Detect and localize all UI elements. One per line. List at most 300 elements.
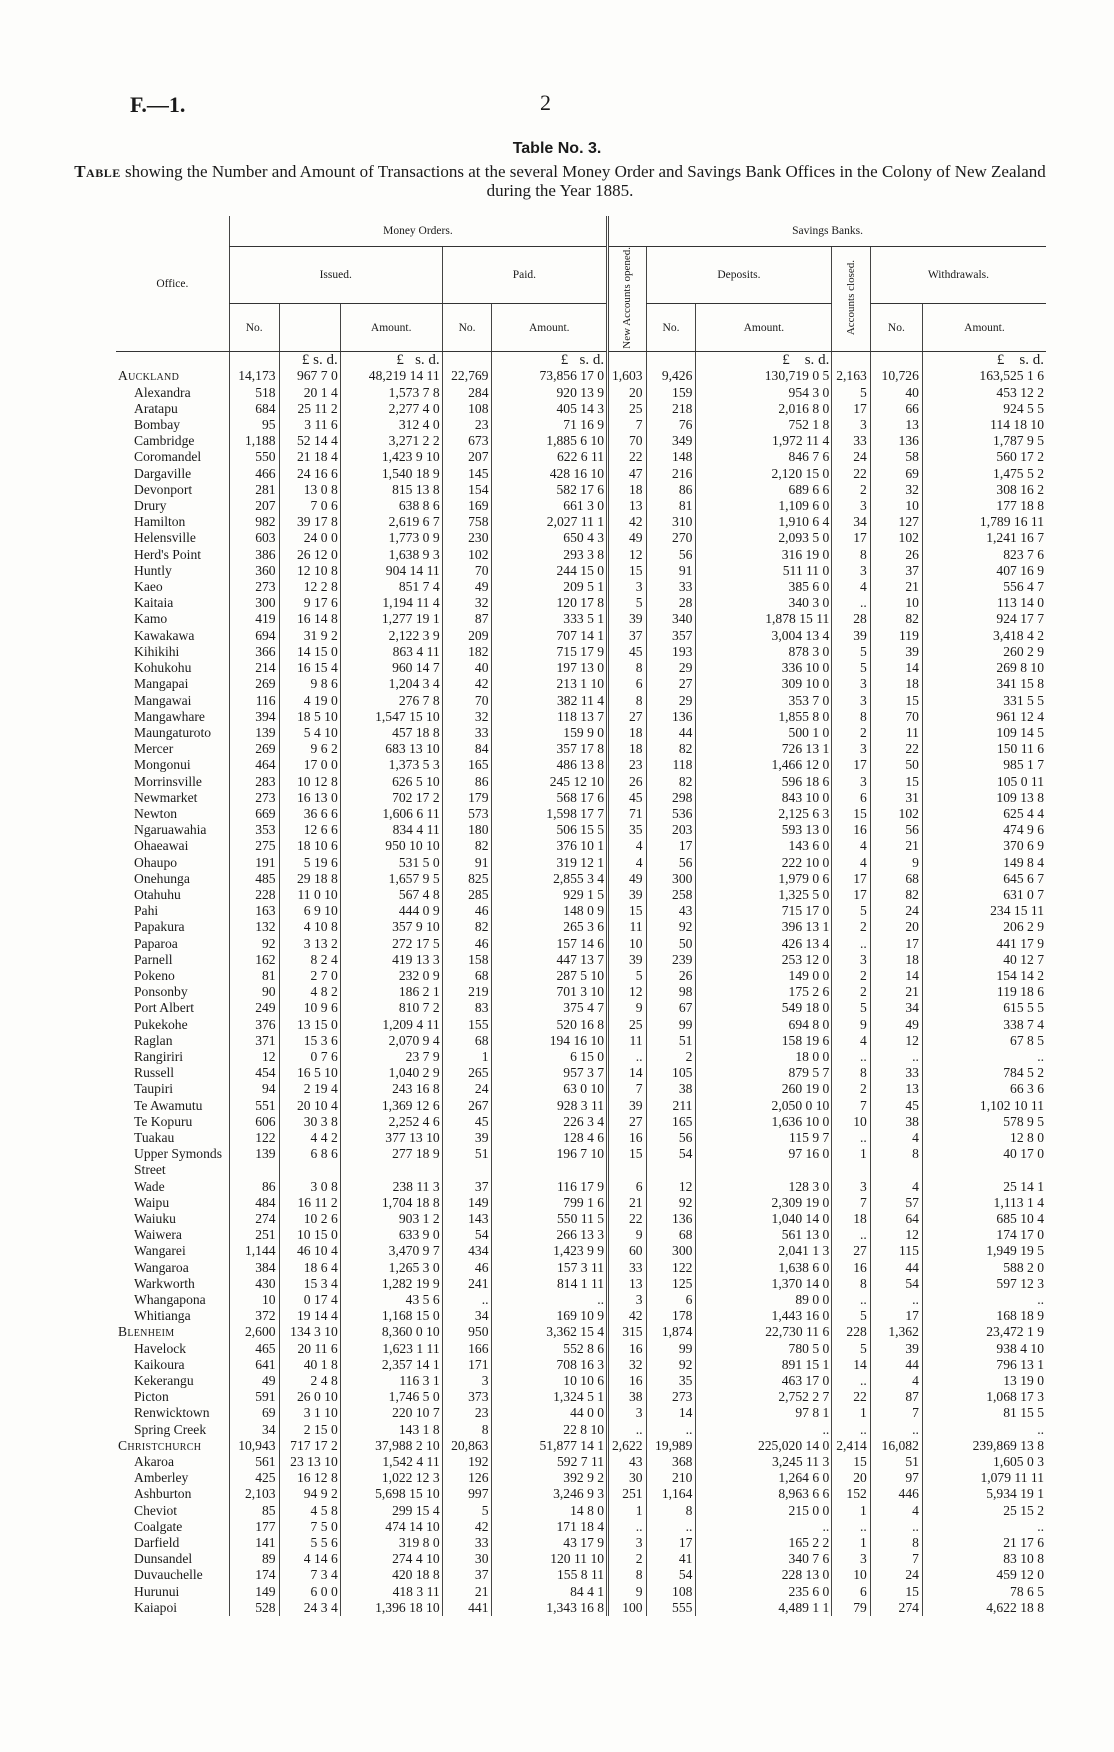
- paid-amount: 1,598 17 7: [492, 806, 608, 822]
- issued-number: 465: [229, 1341, 279, 1357]
- new-accounts: 18: [608, 482, 647, 498]
- paid-amount: 920 13 9: [492, 385, 608, 401]
- deposits-number: 2: [646, 1049, 696, 1065]
- deposits-amount: 1,855 8 0: [696, 709, 832, 725]
- office-name: Waiuku: [134, 1211, 176, 1226]
- issued-commission: 3 11 6: [279, 417, 340, 433]
- issued-amount: [340, 1162, 442, 1178]
- deposits-number: 8: [646, 1503, 696, 1519]
- issued-amount: 834 4 11: [340, 822, 442, 838]
- paid-number: 23: [442, 1405, 492, 1421]
- new-accounts: 32: [608, 1357, 647, 1373]
- table-row: [116, 1114, 1046, 1130]
- deposits-amount: [696, 1162, 832, 1178]
- office-header: Office.: [116, 216, 229, 352]
- new-accounts: 35: [608, 822, 647, 838]
- deposits-amount: 385 6 0: [696, 579, 832, 595]
- office-name: Coromandel: [134, 449, 202, 465]
- deposits-number: 44: [646, 725, 696, 741]
- issued-number: 149: [229, 1584, 279, 1600]
- issued-commission: 21 18 4: [279, 449, 340, 465]
- withdrawals-amount: 308 16 2: [922, 482, 1046, 498]
- paid-number: 30: [442, 1551, 492, 1567]
- accounts-closed: 1: [832, 1503, 871, 1519]
- table-row: [116, 790, 1046, 806]
- deposits-amount: 8,963 6 6: [696, 1486, 832, 1502]
- unit-label: £ s. d.: [492, 352, 608, 369]
- accounts-closed: 17: [832, 887, 871, 903]
- issued-number: 366: [229, 644, 279, 660]
- paid-number: 155: [442, 1017, 492, 1033]
- issued-amount: 274 4 10: [340, 1551, 442, 1567]
- issued-number: 251: [229, 1227, 279, 1243]
- paid-amount: 520 16 8: [492, 1017, 608, 1033]
- withdrawals-amount: 1,102 10 11: [922, 1098, 1046, 1114]
- issued-amount: 3,271 2 2: [340, 433, 442, 449]
- table-row: [116, 936, 1046, 952]
- issued-commission: 7 0 6: [279, 498, 340, 514]
- issued-amount: 420 18 8: [340, 1567, 442, 1583]
- withdrawals-amount: 150 11 6: [922, 741, 1046, 757]
- withdrawals-amount: 119 18 6: [922, 984, 1046, 1000]
- issued-amount: 1,638 9 3: [340, 547, 442, 563]
- table-row: [116, 822, 1046, 838]
- withdrawals-amount: 341 15 8: [922, 676, 1046, 692]
- withdrawals-amount: 938 4 10: [922, 1341, 1046, 1357]
- issued-number: 89: [229, 1551, 279, 1567]
- table-row: [116, 1357, 1046, 1373]
- accounts-closed: 2: [832, 919, 871, 935]
- issued-commission: 4 4 2: [279, 1130, 340, 1146]
- withdrawals-number: 1,362: [870, 1324, 922, 1340]
- deposits-amount: 222 10 0: [696, 855, 832, 871]
- issued-commission: 9 6 2: [279, 741, 340, 757]
- issued-commission: 9 8 6: [279, 676, 340, 692]
- accounts-closed: 228: [832, 1324, 871, 1340]
- office-name: Renwicktown: [134, 1405, 210, 1421]
- office-name: Mangapai: [134, 676, 189, 692]
- new-accounts: 42: [608, 1308, 647, 1324]
- table-row: [116, 498, 1046, 514]
- accounts-closed: 8: [832, 1065, 871, 1081]
- new-accounts: 4: [608, 855, 647, 871]
- accounts-closed: 2: [832, 984, 871, 1000]
- table-row: [116, 1033, 1046, 1049]
- office-name: Pokeno: [134, 967, 175, 983]
- office-name: Coalgate: [134, 1518, 183, 1534]
- withdrawals-amount: ..: [922, 1422, 1046, 1438]
- paid-number: 573: [442, 806, 492, 822]
- new-accounts: 43: [608, 1454, 647, 1470]
- table-row: [116, 1308, 1046, 1324]
- issued-header: Issued.: [229, 246, 442, 304]
- new-accounts: 14: [608, 1065, 647, 1081]
- office-name: Auckland: [118, 368, 180, 384]
- withdrawals-number: 32: [870, 482, 922, 498]
- withdrawals-number: 7: [870, 1551, 922, 1567]
- issued-commission: 0 7 6: [279, 1049, 340, 1065]
- accounts-closed: 17: [832, 871, 871, 887]
- accounts-closed: 16: [832, 822, 871, 838]
- issued-commission: 10 2 6: [279, 1211, 340, 1227]
- paid-number: 758: [442, 514, 492, 530]
- paid-amount: 209 5 1: [492, 579, 608, 595]
- new-accounts: 100: [608, 1600, 647, 1616]
- issued-number: 2,600: [229, 1324, 279, 1340]
- new-accounts: 3: [608, 579, 647, 595]
- paid-amount: 3,246 9 3: [492, 1486, 608, 1502]
- issued-amount: 2,122 3 9: [340, 628, 442, 644]
- paid-number: 165: [442, 757, 492, 773]
- table-subtitle: [70, 162, 1050, 200]
- deposits-amount: 225,020 14 0: [696, 1438, 832, 1454]
- accounts-closed: ..: [832, 1292, 871, 1308]
- issued-commission: 6 9 10: [279, 903, 340, 919]
- issued-number: 561: [229, 1454, 279, 1470]
- issued-number: 69: [229, 1405, 279, 1421]
- withdrawals-number: 119: [870, 628, 922, 644]
- new-accounts: 5: [608, 595, 647, 611]
- table-row: [116, 449, 1046, 465]
- savings-banks-header: Savings Banks.: [608, 216, 1046, 246]
- office-name: Kamo: [134, 611, 168, 627]
- table-row: [116, 1373, 1046, 1389]
- issued-commission: 967 7 0: [279, 368, 340, 384]
- withdrawals-number: 4: [870, 1130, 922, 1146]
- new-accounts: 39: [608, 611, 647, 627]
- table-row: [116, 1584, 1046, 1600]
- office-name: Spring Creek: [134, 1421, 207, 1437]
- table-row: [116, 595, 1046, 611]
- deposits-number: 56: [646, 855, 696, 871]
- issued-number: 273: [229, 579, 279, 595]
- withdrawals-amount: 370 6 9: [922, 838, 1046, 854]
- accounts-closed: 3: [832, 952, 871, 968]
- table-row: [116, 1000, 1046, 1016]
- issued-number: 684: [229, 401, 279, 417]
- deposits-amount: 1,466 12 0: [696, 757, 832, 773]
- issued-number: 81: [229, 968, 279, 984]
- unit-label: £ s. d.: [340, 352, 442, 369]
- new-accounts: 4: [608, 838, 647, 854]
- paid-number: 68: [442, 968, 492, 984]
- issued-number: 454: [229, 1065, 279, 1081]
- issued-amount: 2,252 4 6: [340, 1114, 442, 1130]
- issued-commission: 10 15 0: [279, 1227, 340, 1243]
- deposits-number: 41: [646, 1551, 696, 1567]
- issued-commission: 6 0 0: [279, 1584, 340, 1600]
- paid-amount-header: Amount.: [492, 304, 608, 352]
- table-row: [116, 903, 1046, 919]
- withdrawals-amount: 177 18 8: [922, 498, 1046, 514]
- issued-number: 283: [229, 774, 279, 790]
- deposits-number: ..: [646, 1519, 696, 1535]
- table-row: [116, 1486, 1046, 1502]
- paid-number: 46: [442, 1260, 492, 1276]
- withdrawals-header: Withdrawals.: [870, 246, 1046, 304]
- paid-number: 285: [442, 887, 492, 903]
- new-accounts: 27: [608, 1114, 647, 1130]
- issued-amount: 299 15 4: [340, 1503, 442, 1519]
- deposits-number: 368: [646, 1454, 696, 1470]
- paid-number: 154: [442, 482, 492, 498]
- withdrawals-amount: 588 2 0: [922, 1260, 1046, 1276]
- withdrawals-number: 39: [870, 1341, 922, 1357]
- issued-commission: 12 10 8: [279, 563, 340, 579]
- issued-number: 14,173: [229, 368, 279, 384]
- paid-amount: 2,855 3 4: [492, 871, 608, 887]
- paid-number: 34: [442, 1308, 492, 1324]
- new-accounts-header: New Accounts opened.: [608, 246, 647, 352]
- table-row: [116, 1292, 1046, 1308]
- money-orders-header: Money Orders.: [229, 216, 607, 246]
- office-name: Otahuhu: [134, 886, 181, 902]
- deposits-amount: 143 6 0: [696, 838, 832, 854]
- table-row: [116, 385, 1046, 401]
- withdrawals-amount: ..: [922, 1292, 1046, 1308]
- withdrawals-amount: 13 19 0: [922, 1373, 1046, 1389]
- paid-amount: 293 3 8: [492, 547, 608, 563]
- withdrawals-amount: 269 8 10: [922, 660, 1046, 676]
- office-name: Cambridge: [134, 433, 195, 449]
- deposits-number: 300: [646, 871, 696, 887]
- accounts-closed: 10: [832, 1114, 871, 1130]
- paid-amount: 213 1 10: [492, 676, 608, 692]
- new-accounts: 30: [608, 1470, 647, 1486]
- withdrawals-amount: 685 10 4: [922, 1211, 1046, 1227]
- deposits-number: 357: [646, 628, 696, 644]
- withdrawals-number: 56: [870, 822, 922, 838]
- withdrawals-amount: 459 12 0: [922, 1567, 1046, 1583]
- office-name: Waiwera: [134, 1227, 182, 1243]
- table-row: [116, 1422, 1046, 1438]
- paid-amount: 120 17 8: [492, 595, 608, 611]
- new-accounts: 9: [608, 1227, 647, 1243]
- issued-commission: 16 15 4: [279, 660, 340, 676]
- issued-commission: 13 15 0: [279, 1017, 340, 1033]
- deposits-amount: 260 19 0: [696, 1081, 832, 1097]
- table-title: Table No. 3.: [512, 140, 602, 157]
- table-row: [116, 368, 1046, 384]
- accounts-closed: 27: [832, 1243, 871, 1259]
- issued-commission: 4 8 2: [279, 984, 340, 1000]
- issued-number: 163: [229, 903, 279, 919]
- withdrawals-number: 102: [870, 530, 922, 546]
- new-accounts: 22: [608, 1211, 647, 1227]
- withdrawals-number: 10,726: [870, 368, 922, 384]
- office-name: Onehunga: [134, 870, 190, 886]
- office-name: Morrinsville: [134, 773, 202, 789]
- new-accounts: 13: [608, 1276, 647, 1292]
- office-name: Mercer: [134, 741, 174, 757]
- accounts-closed-header: Accounts closed.: [832, 246, 871, 352]
- issued-amount: 220 10 7: [340, 1405, 442, 1421]
- withdrawals-number: 115: [870, 1243, 922, 1259]
- paid-amount: 226 3 4: [492, 1114, 608, 1130]
- issued-amount: 2,070 9 4: [340, 1033, 442, 1049]
- accounts-closed: 17: [832, 757, 871, 773]
- office-name: Dargaville: [134, 465, 192, 481]
- accounts-closed: 22: [832, 1389, 871, 1405]
- issued-number: 34: [229, 1422, 279, 1438]
- issued-no-header: No.: [229, 304, 279, 352]
- new-accounts: 45: [608, 644, 647, 660]
- table-row: [116, 1260, 1046, 1276]
- paid-number: 32: [442, 595, 492, 611]
- withdrawals-number: 58: [870, 449, 922, 465]
- deposits-amount: 511 11 0: [696, 563, 832, 579]
- new-accounts: 20: [608, 385, 647, 401]
- paid-amount: 715 17 9: [492, 644, 608, 660]
- paid-amount: 1,885 6 10: [492, 433, 608, 449]
- office-name: Alexandra: [134, 384, 191, 400]
- withdrawals-amount: 149 8 4: [922, 855, 1046, 871]
- issued-number: 92: [229, 936, 279, 952]
- withdrawals-amount: 453 12 2: [922, 385, 1046, 401]
- withdrawals-amount: 1,475 5 2: [922, 466, 1046, 482]
- paid-amount: 244 15 0: [492, 563, 608, 579]
- issued-commission: 717 17 2: [279, 1438, 340, 1454]
- accounts-closed: 5: [832, 644, 871, 660]
- issued-number: 275: [229, 838, 279, 854]
- issued-commission: 20 1 4: [279, 385, 340, 401]
- withdrawals-number: 64: [870, 1211, 922, 1227]
- paid-amount: 245 12 10: [492, 774, 608, 790]
- issued-number: 174: [229, 1567, 279, 1583]
- issued-commission: 12 2 8: [279, 579, 340, 595]
- withdrawals-amount: [922, 1162, 1046, 1178]
- issued-number: 139: [229, 725, 279, 741]
- deposits-amount: 158 19 6: [696, 1033, 832, 1049]
- paid-amount: 63 0 10: [492, 1081, 608, 1097]
- new-accounts: 1,603: [608, 368, 647, 384]
- unit-label: £ s. d.: [279, 352, 340, 369]
- unit-row: [116, 352, 1046, 369]
- issued-amount: 1,022 12 3: [340, 1470, 442, 1486]
- withdrawals-number: 16,082: [870, 1438, 922, 1454]
- office-name: Hurunui: [134, 1583, 180, 1599]
- deposits-number: 51: [646, 1033, 696, 1049]
- deposits-amount: 780 5 0: [696, 1341, 832, 1357]
- table-row: [116, 563, 1046, 579]
- issued-commission: 15 3 4: [279, 1276, 340, 1292]
- paid-amount: 929 1 5: [492, 887, 608, 903]
- accounts-closed: 28: [832, 611, 871, 627]
- withdrawals-number: 26: [870, 547, 922, 563]
- office-name: Christchurch: [118, 1437, 202, 1453]
- withdrawals-amount: 597 12 3: [922, 1276, 1046, 1292]
- withdrawals-number: 102: [870, 806, 922, 822]
- deposits-header: Deposits.: [646, 246, 832, 304]
- issued-amount: 1,573 7 8: [340, 385, 442, 401]
- deposits-amount: 340 3 0: [696, 595, 832, 611]
- office-name: Kekerangu: [134, 1373, 194, 1389]
- paid-number: 1: [442, 1049, 492, 1065]
- withdrawals-amount: 474 9 6: [922, 822, 1046, 838]
- withdrawals-number: 44: [870, 1260, 922, 1276]
- deposits-amount: 1,638 6 0: [696, 1260, 832, 1276]
- withdrawals-number: 274: [870, 1600, 922, 1616]
- withdrawals-number: 13: [870, 417, 922, 433]
- accounts-closed: 5: [832, 1000, 871, 1016]
- accounts-closed: 5: [832, 903, 871, 919]
- withdrawals-amount: 206 2 9: [922, 919, 1046, 935]
- paid-number: 126: [442, 1470, 492, 1486]
- deposits-number: 67: [646, 1000, 696, 1016]
- new-accounts: 39: [608, 887, 647, 903]
- issued-amount: 5,698 15 10: [340, 1486, 442, 1502]
- paid-amount: 1,423 9 9: [492, 1243, 608, 1259]
- accounts-closed: 15: [832, 806, 871, 822]
- deposits-amount: 715 17 0: [696, 903, 832, 919]
- deposits-number: 86: [646, 482, 696, 498]
- issued-commission: 7 3 4: [279, 1567, 340, 1583]
- office-name: Helensville: [134, 530, 196, 546]
- deposits-number: 108: [646, 1584, 696, 1600]
- issued-amount: 377 13 10: [340, 1130, 442, 1146]
- paid-number: 23: [442, 417, 492, 433]
- new-accounts: 37: [608, 628, 647, 644]
- deposits-number: 99: [646, 1341, 696, 1357]
- issued-amount: 1,373 5 3: [340, 757, 442, 773]
- deposits-number: 118: [646, 757, 696, 773]
- accounts-closed: ..: [832, 1227, 871, 1243]
- withdrawals-number: [870, 1162, 922, 1178]
- withdrawals-amount: 260 2 9: [922, 644, 1046, 660]
- paid-number: 70: [442, 563, 492, 579]
- deposits-number: 92: [646, 1357, 696, 1373]
- withdrawals-amount: 331 5 5: [922, 693, 1046, 709]
- issued-number: 603: [229, 530, 279, 546]
- accounts-closed: 22: [832, 466, 871, 482]
- paid-number: 37: [442, 1179, 492, 1195]
- paid-amount: 550 11 5: [492, 1211, 608, 1227]
- paid-amount: 171 18 4: [492, 1519, 608, 1535]
- new-accounts: 9: [608, 1584, 647, 1600]
- deposits-amount: 2,093 5 0: [696, 530, 832, 546]
- office-name: Mangawhare: [134, 708, 205, 724]
- deposits-amount: 1,878 15 11: [696, 611, 832, 627]
- office-name: Dunsandel: [134, 1551, 193, 1567]
- new-accounts: 8: [608, 693, 647, 709]
- office-name: Papakura: [134, 919, 185, 935]
- deposits-amount: 891 15 1: [696, 1357, 832, 1373]
- withdrawals-amount: 784 5 2: [922, 1065, 1046, 1081]
- issued-commission: 2 4 8: [279, 1373, 340, 1389]
- new-accounts: 251: [608, 1486, 647, 1502]
- issued-commission: 40 1 8: [279, 1357, 340, 1373]
- issued-amount: 419 13 3: [340, 952, 442, 968]
- deposits-amount: 596 18 6: [696, 774, 832, 790]
- withdrawals-number: 50: [870, 757, 922, 773]
- table-row: [116, 1324, 1046, 1340]
- document-reference: F.—1.: [130, 92, 186, 117]
- deposits-amount: 1,109 6 0: [696, 498, 832, 514]
- deposits-number: 29: [646, 693, 696, 709]
- paid-number: 219: [442, 984, 492, 1000]
- issued-amount: 1,168 15 0: [340, 1308, 442, 1324]
- deposits-amount: 3,004 13 4: [696, 628, 832, 644]
- deposits-amount: 463 17 0: [696, 1373, 832, 1389]
- withdrawals-number: 18: [870, 952, 922, 968]
- deposits-amount: 1,443 16 0: [696, 1308, 832, 1324]
- paid-amount: 405 14 3: [492, 401, 608, 417]
- transactions-table: [116, 216, 1046, 1616]
- office-name: Parnell: [134, 951, 173, 967]
- issued-commission: 24 0 0: [279, 530, 340, 546]
- new-accounts: 6: [608, 676, 647, 692]
- accounts-closed: 3: [832, 676, 871, 692]
